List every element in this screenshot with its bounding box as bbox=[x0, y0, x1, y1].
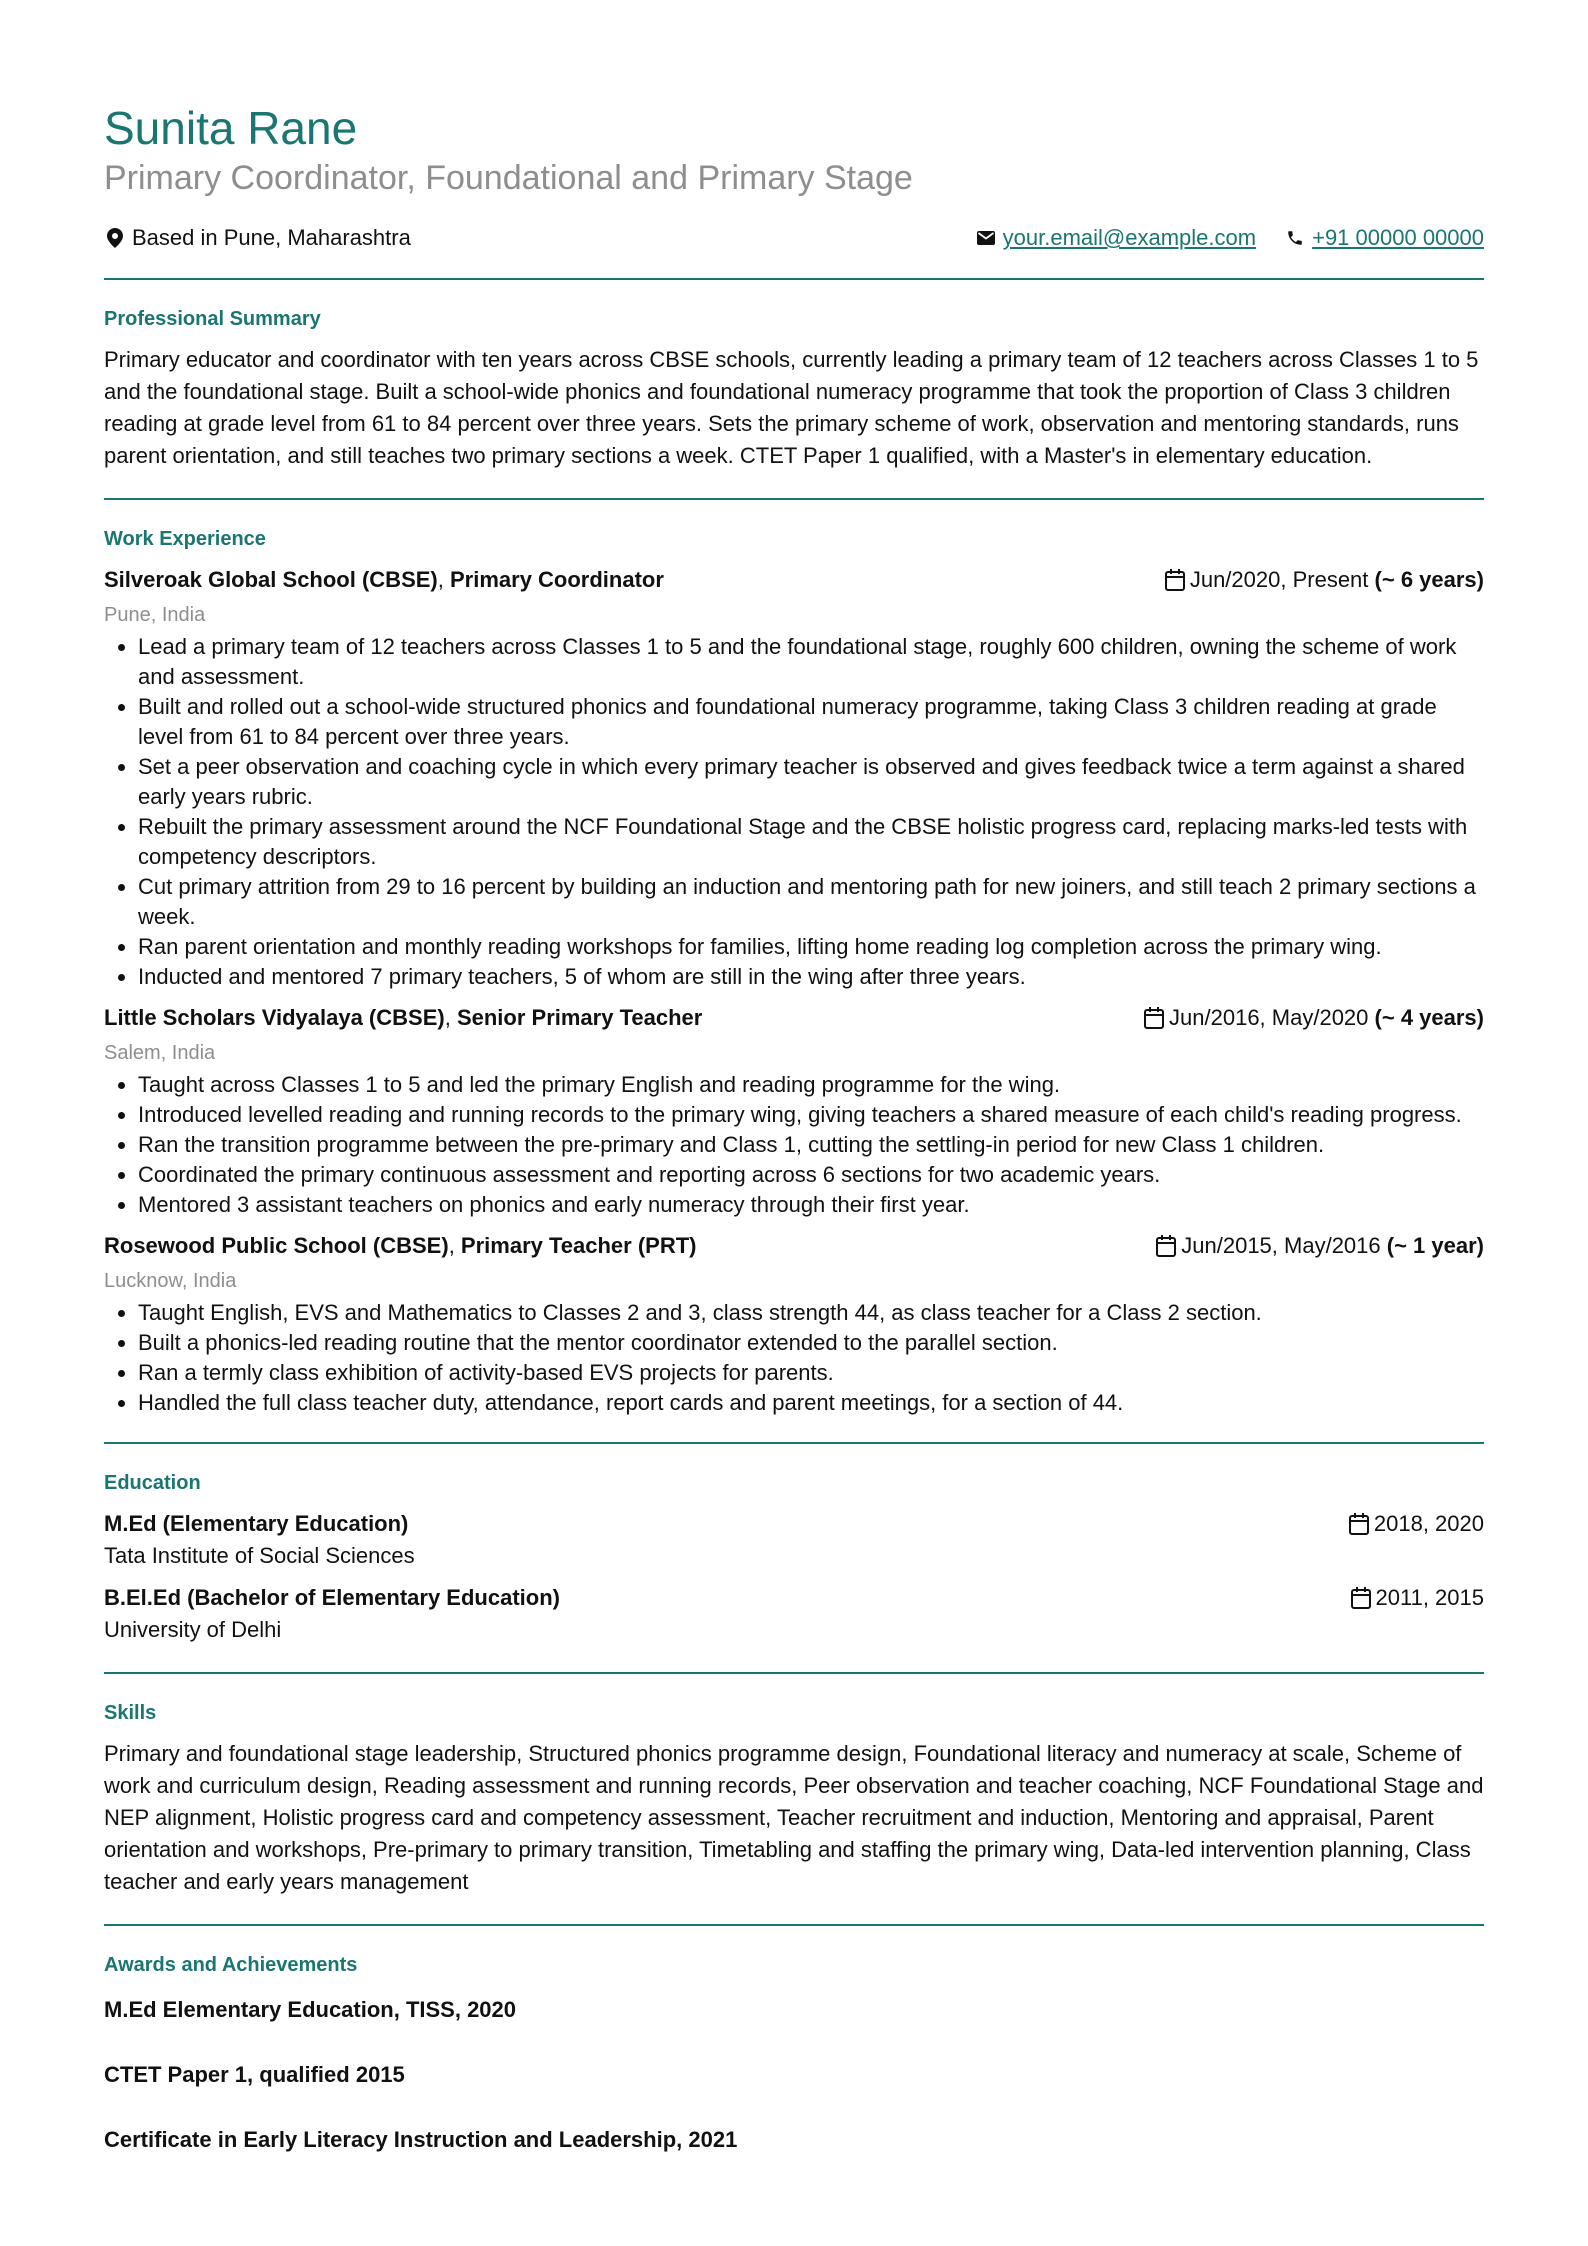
calendar-icon bbox=[1164, 569, 1186, 591]
calendar-icon bbox=[1348, 1513, 1370, 1535]
job-org: Rosewood Public School (CBSE) bbox=[104, 1233, 449, 1258]
resume-header bbox=[104, 100, 1484, 278]
job-entry bbox=[104, 1002, 1484, 1220]
job-org: Little Scholars Vidyalaya (CBSE) bbox=[104, 1005, 445, 1030]
summary-text: Primary educator and coordinator with ten years across CBSE schools, currently leading a primary team of 12 teachers across Classes 1 to 5 and the foundational stage. Built a school-wide phonics and foundational numeracy programme that took the proportion of Class 3 children reading at grade level from 61 to 84 percent over three years. Sets the primary scheme of work, observation and mentoring standards, runs parent orientation, and still teaches two primary sections a week. CTET Paper 1 qualified, with a Master's in elementary education. bbox=[104, 347, 1479, 468]
job-bullet: • Built a phonics-led reading routine that the mentor coordinator extended to the parallel section. bbox=[138, 1328, 1484, 1358]
job-bullets bbox=[104, 1298, 1484, 1418]
phone-icon bbox=[1284, 227, 1306, 249]
job-bullet: • Introduced levelled reading and running records to the primary wing, giving teachers a shared measure of each child's reading progress. bbox=[138, 1100, 1484, 1130]
education-section bbox=[104, 1444, 1484, 1672]
contact-row bbox=[104, 222, 1484, 254]
phone-link[interactable]: +91 00000 00000 bbox=[1312, 225, 1484, 250]
calendar-icon bbox=[1143, 1007, 1165, 1029]
education-heading: Education bbox=[104, 1472, 201, 1494]
job-header: Rosewood Public School (CBSE), Primary Teacher (PRT) Jun/2015, May/2016 (~ 1 year) bbox=[104, 1230, 1484, 1262]
summary-heading: Professional Summary bbox=[104, 308, 321, 330]
calendar-icon bbox=[1155, 1235, 1177, 1257]
job-role: Primary Teacher (PRT) bbox=[460, 1233, 697, 1258]
job-date-range: Jun/2020, Present bbox=[1189, 567, 1369, 592]
job-bullet: • Handled the full class teacher duty, attendance, report cards and parent meetings, for a section of 44. bbox=[138, 1388, 1484, 1418]
job-bullet: • Built and rolled out a school-wide structured phonics and foundational numeracy programme, taking Class 3 children reading at grade level from 61 to 84 percent over three years. bbox=[138, 692, 1484, 752]
education-header bbox=[104, 1508, 1484, 1540]
job-role: Primary Coordinator bbox=[449, 567, 664, 592]
education-dates bbox=[1350, 1582, 1484, 1614]
job-entry bbox=[104, 1230, 1484, 1418]
award-item: CTET Paper 1, qualified 2015 bbox=[104, 2062, 405, 2087]
job-header: Silveroak Global School (CBSE), Primary Coordinator Jun/2020, Present (~ 6 years) bbox=[104, 564, 1484, 596]
education-date-range: 2011, 2015 bbox=[1375, 1585, 1484, 1610]
skills-section bbox=[104, 1674, 1484, 1924]
education-degree: M.Ed (Elementary Education) bbox=[104, 1511, 409, 1536]
location-text: Based in Pune, Maharashtra bbox=[132, 225, 411, 250]
job-bullets bbox=[104, 632, 1484, 992]
job-header: Little Scholars Vidyalaya (CBSE), Senior Primary Teacher Jun/2016, May/2020 (~ 4 years) bbox=[104, 1002, 1484, 1034]
job-location: Pune, India bbox=[104, 604, 206, 626]
contact-links bbox=[975, 225, 1484, 251]
experience-section bbox=[104, 500, 1484, 1442]
job-dates bbox=[1143, 1002, 1484, 1034]
job-bullet: • Inducted and mentored 7 primary teachers, 5 of whom are still in the wing after three years. bbox=[138, 962, 1484, 992]
awards-heading: Awards and Achievements bbox=[104, 1954, 358, 1976]
job-dates bbox=[1155, 1230, 1484, 1262]
job-bullet: • Cut primary attrition from 29 to 16 percent by building an induction and mentoring path for new joiners, and still teach 2 primary sections a week. bbox=[138, 872, 1484, 932]
job-duration: (~ 1 year) bbox=[1386, 1233, 1484, 1258]
award-item: M.Ed Elementary Education, TISS, 2020 bbox=[104, 1997, 517, 2022]
job-dates bbox=[1164, 564, 1484, 596]
phone-contact bbox=[1284, 225, 1484, 251]
education-institution: Tata Institute of Social Sciences bbox=[104, 1543, 415, 1568]
job-bullet: • Ran the transition programme between the pre-primary and Class 1, cutting the settling-in period for new Class 1 children. bbox=[138, 1130, 1484, 1160]
job-duration: (~ 6 years) bbox=[1374, 567, 1484, 592]
skills-text: Primary and foundational stage leadership, Structured phonics programme design, Foundational literacy and numeracy at scale, Scheme of work and curriculum design, Reading assessment and running records, Peer observation and teacher coaching, NCF Foundational Stage and NEP alignment, Holistic progress card and competency assessment, Teacher recruitment and induction, Mentoring and appraisal, Parent orientation and workshops, Pre-primary to primary transition, Timetabling and staffing the primary wing, Data-led intervention planning, Class teacher and early years management bbox=[104, 1741, 1484, 1894]
job-bullet: • Mentored 3 assistant teachers on phonics and early numeracy through their first year. bbox=[138, 1190, 1484, 1220]
job-org: Silveroak Global School (CBSE) bbox=[104, 567, 438, 592]
job-bullet: • Coordinated the primary continuous assessment and reporting across 6 sections for two academic years. bbox=[138, 1160, 1484, 1190]
email-link[interactable]: your.email@example.com bbox=[1002, 225, 1257, 250]
award-item: Certificate in Early Literacy Instruction and Leadership, 2021 bbox=[104, 2127, 738, 2152]
candidate-name: Sunita Rane bbox=[104, 102, 358, 154]
experience-heading: Work Experience bbox=[104, 528, 266, 550]
job-date-range: Jun/2016, May/2020 bbox=[1169, 1005, 1369, 1030]
job-bullet: • Taught English, EVS and Mathematics to Classes 2 and 3, class strength 44, as class teacher for a Class 2 section. bbox=[138, 1298, 1484, 1328]
job-location: Lucknow, India bbox=[104, 1270, 237, 1292]
job-bullet: • Lead a primary team of 12 teachers across Classes 1 to 5 and the foundational stage, roughly 600 children, owning the scheme of work and assessment. bbox=[138, 632, 1484, 692]
education-degree: B.El.Ed (Bachelor of Elementary Education) bbox=[104, 1585, 560, 1610]
education-entry bbox=[104, 1508, 1484, 1572]
job-role: Senior Primary Teacher bbox=[456, 1005, 703, 1030]
job-bullet: • Rebuilt the primary assessment around the NCF Foundational Stage and the CBSE holistic progress card, replacing marks-led tests with competency descriptors. bbox=[138, 812, 1484, 872]
job-bullet: • Ran a termly class exhibition of activity-based EVS projects for parents. bbox=[138, 1358, 1484, 1388]
education-date-range: 2018, 2020 bbox=[1373, 1511, 1484, 1536]
education-entry bbox=[104, 1582, 1484, 1646]
job-duration: (~ 4 years) bbox=[1374, 1005, 1484, 1030]
job-date-range: Jun/2015, May/2016 bbox=[1181, 1233, 1381, 1258]
job-bullet: • Set a peer observation and coaching cycle in which every primary teacher is observed and gives feedback twice a term against a shared early years rubric. bbox=[138, 752, 1484, 812]
job-bullet: • Taught across Classes 1 to 5 and led the primary English and reading programme for the wing. bbox=[138, 1070, 1484, 1100]
job-bullets bbox=[104, 1070, 1484, 1220]
contact-location bbox=[104, 225, 411, 251]
skills-heading: Skills bbox=[104, 1702, 157, 1724]
job-bullet: • Ran parent orientation and monthly reading workshops for families, lifting home reading log completion across the primary wing. bbox=[138, 932, 1484, 962]
email-contact bbox=[975, 225, 1256, 251]
calendar-icon bbox=[1350, 1587, 1372, 1609]
candidate-title: Primary Coordinator, Foundational and Primary Stage bbox=[104, 159, 913, 197]
education-header bbox=[104, 1582, 1484, 1614]
summary-section bbox=[104, 280, 1484, 498]
awards-section bbox=[104, 1926, 1484, 2215]
education-institution: University of Delhi bbox=[104, 1617, 282, 1642]
map-pin-icon bbox=[104, 227, 126, 249]
job-location: Salem, India bbox=[104, 1042, 216, 1064]
envelope-icon bbox=[975, 227, 997, 249]
job-entry bbox=[104, 564, 1484, 992]
education-dates bbox=[1348, 1508, 1484, 1540]
